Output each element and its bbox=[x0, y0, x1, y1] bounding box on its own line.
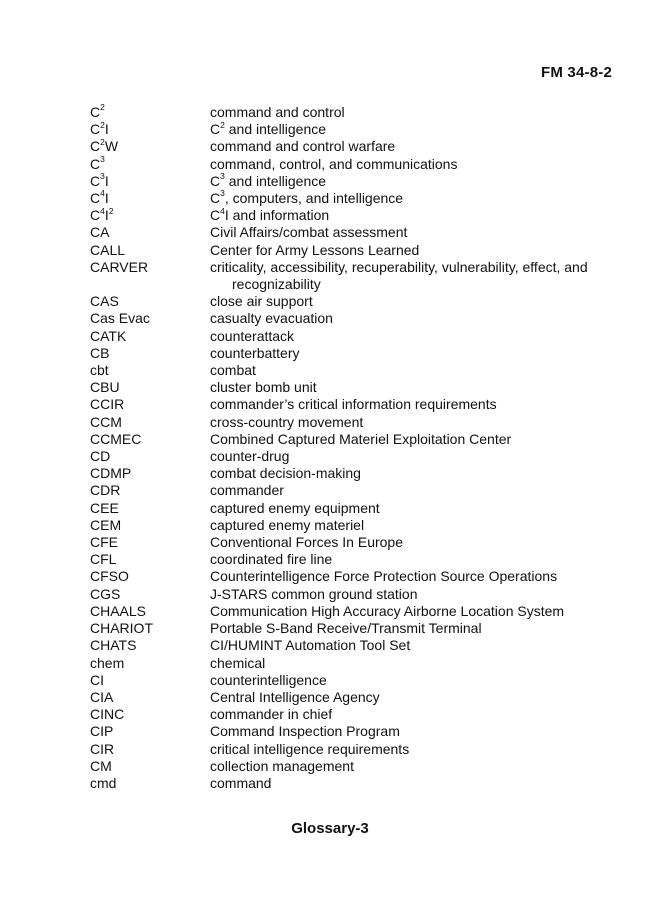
glossary-definition: combat decision-making bbox=[210, 465, 361, 482]
glossary-term: CBU bbox=[90, 379, 120, 396]
glossary-entry bbox=[90, 672, 610, 689]
page-number: Glossary-3 bbox=[291, 820, 369, 837]
glossary-term: CARVER bbox=[90, 258, 149, 275]
glossary-entry bbox=[90, 706, 610, 723]
glossary-term: CIR bbox=[90, 740, 115, 757]
glossary-term: CFE bbox=[90, 534, 118, 551]
glossary-definition: $C^3$, computers, and intelligence bbox=[210, 188, 404, 207]
glossary-entry bbox=[90, 173, 610, 190]
glossary-term: CCIR bbox=[90, 396, 125, 413]
glossary-term: CHARIOT bbox=[90, 620, 153, 637]
glossary-definition: Communication High Accuracy Airborne Location System bbox=[210, 602, 565, 619]
glossary-entry bbox=[90, 121, 610, 138]
glossary-definition: $C^4I$ and information bbox=[210, 205, 330, 224]
glossary-term: CEE bbox=[90, 499, 119, 516]
glossary-term: $C^4I^2$ bbox=[90, 205, 114, 224]
glossary-term: CD bbox=[90, 448, 111, 465]
glossary-entry bbox=[90, 568, 610, 585]
glossary-term: CM bbox=[90, 757, 112, 774]
glossary-definition: command, control, and communications bbox=[210, 155, 458, 172]
glossary-definition: chemical bbox=[210, 654, 266, 671]
glossary-entry bbox=[90, 345, 610, 362]
glossary-entry bbox=[90, 500, 610, 517]
glossary-definition: Center for Army Lessons Learned bbox=[210, 241, 420, 258]
glossary-entry bbox=[90, 465, 610, 482]
glossary-entry bbox=[90, 153, 610, 173]
glossary-list bbox=[90, 104, 610, 792]
glossary-entry bbox=[90, 586, 610, 603]
glossary-definition: Conventional Forces In Europe bbox=[210, 534, 403, 551]
glossary-definition: Civil Affairs/combat assessment bbox=[210, 224, 408, 241]
glossary-term: cbt bbox=[90, 362, 109, 379]
glossary-entry bbox=[90, 379, 610, 396]
glossary-definition: commander bbox=[210, 482, 284, 499]
glossary-entry bbox=[90, 775, 610, 792]
glossary-definition: cluster bomb unit bbox=[210, 379, 317, 396]
glossary-term: CALL bbox=[90, 241, 126, 258]
glossary-term: cmd bbox=[90, 774, 117, 791]
glossary-definition: captured enemy materiel bbox=[210, 516, 365, 533]
glossary-entry bbox=[90, 517, 610, 534]
glossary-entry bbox=[90, 534, 610, 551]
glossary-entry bbox=[90, 104, 610, 121]
glossary-definition: casualty evacuation bbox=[210, 310, 333, 327]
glossary-term: CDR bbox=[90, 482, 121, 499]
glossary-term: CIA bbox=[90, 688, 114, 705]
glossary-term: CFL bbox=[90, 551, 117, 568]
glossary-definition: counterattack bbox=[210, 327, 295, 344]
glossary-definition: Counterintelligence Force Protection Source Operations bbox=[210, 568, 558, 585]
glossary-definition: counter-drug bbox=[210, 448, 290, 465]
glossary-definition: command and control bbox=[210, 104, 345, 120]
glossary-term: CCMEC bbox=[90, 430, 142, 447]
glossary-term: CHATS bbox=[90, 637, 137, 654]
glossary-definition: criticality, accessibility, recuperability, vulnerability, effect, and recognizability bbox=[210, 258, 588, 293]
glossary-entry bbox=[90, 362, 610, 379]
glossary-definition: critical intelligence requirements bbox=[210, 740, 410, 757]
glossary-definition: $C^3$ and intelligence bbox=[210, 171, 327, 189]
glossary-definition: command bbox=[210, 774, 272, 791]
glossary-term: $C^2W$ bbox=[90, 136, 119, 155]
glossary-entry bbox=[90, 259, 610, 293]
glossary-definition: commander in chief bbox=[210, 706, 333, 723]
glossary-definition: Portable S-Band Receive/Transmit Terminal bbox=[210, 620, 482, 637]
glossary-term: CB bbox=[90, 344, 110, 361]
glossary-term: $C^4I$ bbox=[90, 188, 109, 207]
glossary-term: Cas Evac bbox=[90, 310, 150, 327]
glossary-entry bbox=[90, 637, 610, 654]
glossary-term: CAS bbox=[90, 293, 119, 310]
glossary-entry bbox=[90, 603, 610, 620]
glossary-term: CA bbox=[90, 224, 110, 241]
glossary-term: $C^2$ bbox=[90, 102, 105, 120]
glossary-entry bbox=[90, 396, 610, 413]
glossary-entry bbox=[90, 482, 610, 499]
glossary-definition: collection management bbox=[210, 757, 354, 774]
glossary-definition: combat bbox=[210, 362, 256, 379]
glossary-definition: CI/HUMINT Automation Tool Set bbox=[210, 637, 411, 654]
glossary-entry bbox=[90, 431, 610, 448]
glossary-term: CINC bbox=[90, 706, 125, 723]
glossary-entry bbox=[90, 655, 610, 672]
glossary-definition: commander’s critical information requirements bbox=[210, 396, 497, 413]
glossary-entry bbox=[90, 620, 610, 637]
glossary-entry bbox=[90, 310, 610, 327]
glossary-definition: Command Inspection Program bbox=[210, 723, 400, 740]
glossary-entry bbox=[90, 328, 610, 345]
glossary-entry bbox=[90, 414, 610, 431]
glossary-term: chem bbox=[90, 654, 125, 671]
glossary-entry bbox=[90, 689, 610, 706]
glossary-definition: close air support bbox=[210, 293, 313, 310]
glossary-term: CGS bbox=[90, 585, 121, 602]
glossary-term: CEM bbox=[90, 516, 122, 533]
glossary-term: $C^3$ bbox=[90, 153, 105, 172]
glossary-term: CFSO bbox=[90, 568, 129, 585]
glossary-definition: coordinated fire line bbox=[210, 551, 333, 568]
glossary-entry bbox=[90, 448, 610, 465]
glossary-entry bbox=[90, 190, 610, 207]
glossary-entry bbox=[90, 551, 610, 568]
glossary-definition: cross-country movement bbox=[210, 413, 364, 430]
glossary-definition: J-STARS common ground station bbox=[210, 585, 418, 602]
glossary-definition: counterbattery bbox=[210, 344, 300, 361]
glossary-entry bbox=[90, 224, 610, 241]
glossary-definition: captured enemy equipment bbox=[210, 499, 380, 516]
glossary-term: CIP bbox=[90, 723, 114, 740]
glossary-term: CCM bbox=[90, 413, 122, 430]
glossary-definition: Central Intelligence Agency bbox=[210, 688, 380, 705]
glossary-entry bbox=[90, 242, 610, 259]
glossary-term: CATK bbox=[90, 327, 127, 344]
glossary-definition: Combined Captured Materiel Exploitation Center bbox=[210, 430, 512, 447]
glossary-entry bbox=[90, 207, 610, 224]
glossary-term: CHAALS bbox=[90, 602, 147, 619]
glossary-entry bbox=[90, 723, 610, 740]
glossary-term: $C^2I$ bbox=[90, 119, 109, 138]
glossary-definition: command and control warfare bbox=[210, 138, 396, 155]
glossary-entry bbox=[90, 741, 610, 758]
document-id: FM 34-8-2 bbox=[541, 64, 612, 81]
glossary-definition: $C^2$ and intelligence bbox=[210, 119, 327, 138]
glossary-entry bbox=[90, 293, 610, 310]
glossary-term: CDMP bbox=[90, 465, 132, 482]
glossary-term: $C^3I$ bbox=[90, 171, 109, 189]
glossary-entry bbox=[90, 758, 610, 775]
glossary-entry bbox=[90, 138, 610, 155]
glossary-definition: counterintelligence bbox=[210, 671, 327, 688]
glossary-term: CI bbox=[90, 671, 104, 688]
